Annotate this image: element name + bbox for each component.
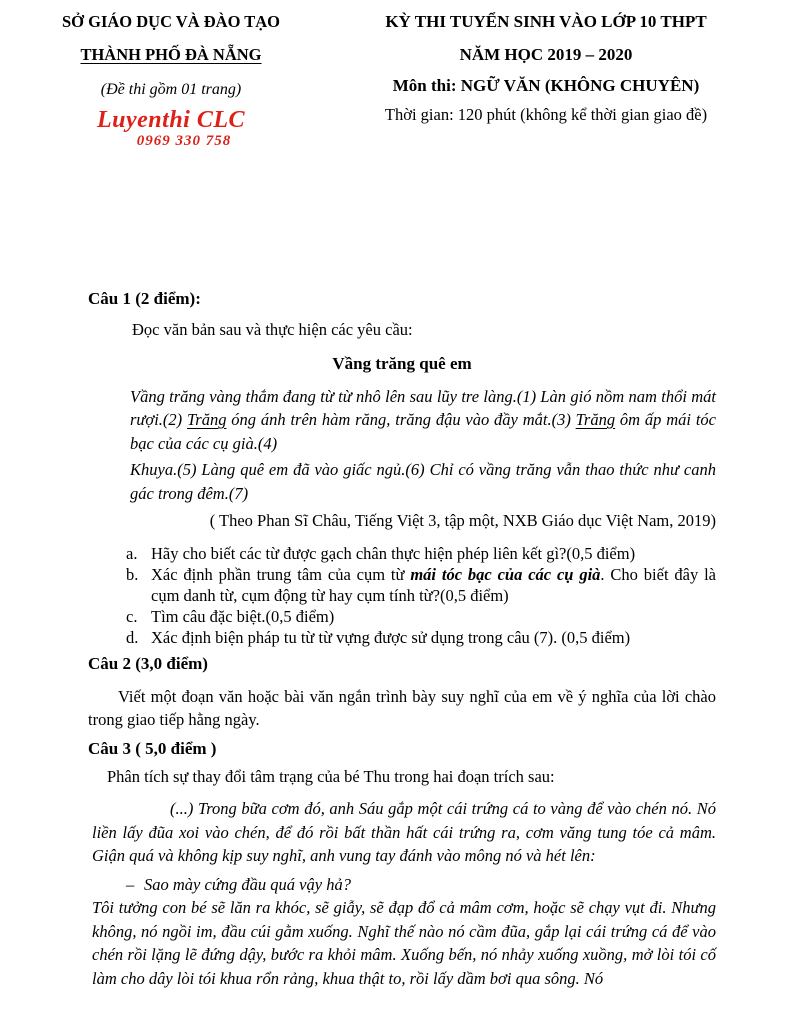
dialogue-dash: – xyxy=(126,874,135,894)
duration-line: Thời gian: 120 phút (không kể thời gian giao đề) xyxy=(384,105,708,124)
question-3-quote-paragraph-1: (...) Trong bữa cơm đó, anh Sáu gắp một cái trứng cá to vàng để vào chén nó. Nó liền lấy đũa xoi vào chén, để đó rồi bất thần hất cái trứng ra, cơm văng tung tóe cả mâm. Giận quá và không kịp suy nghĩ, anh vung tay đánh vào mông nó và hét lên: xyxy=(92,799,716,865)
list-item-c-marker: c. xyxy=(126,606,138,626)
page-count-note: (Đề thi gồm 01 trang) xyxy=(100,81,242,98)
question-2-body: Viết một đoạn văn hoặc bài văn ngắn trình bày suy nghĩ của em về ý nghĩa của lời chào trong giao tiếp hằng ngày. xyxy=(88,686,716,729)
list-item-c-text xyxy=(151,606,716,627)
list-item-b-emphasis: mái tóc bạc của các cụ già xyxy=(410,564,601,584)
issuer-block xyxy=(40,12,302,149)
passage-paragraph-1 xyxy=(130,385,716,456)
city-name-line xyxy=(40,45,302,65)
list-item-b xyxy=(126,564,716,606)
exam-title: KỲ THI TUYỂN SINH VÀO LỚP 10 THPT xyxy=(385,12,707,31)
school-year: NĂM HỌC 2019 – 2020 xyxy=(459,45,633,64)
list-item-c xyxy=(126,606,716,627)
list-item-d-marker: d. xyxy=(126,627,139,647)
list-item-b-pre: Xác định phần trung tâm của cụm từ xyxy=(151,564,411,584)
coaching-center-logo xyxy=(40,108,302,149)
question-3-quote-paragraph-2: Tôi tưởng con bé sẽ lăn ra khóc, sẽ giẫy, sẽ đạp đổ cả mâm cơm, hoặc sẽ chạy vụt đi. Nhưng không, nó ngồi im, đầu cúi gằm xuống. Nghĩ thế nào nó cầm đũa, gắp lại cái trứng cá để vào chén rồi lặng lẽ đứng dậy, bước ra khỏi mâm. Xuống bến, nó nhảy xuống xuồng, mở lòi tói cố làm cho dây lòi tói khua rổn rảng, khua thật to, rồi lấy dầm bơi qua sông. Nó xyxy=(92,898,716,988)
passage-p1-text-1: Vầng trăng vàng thắm đang từ từ nhô lên sau lũy tre làng.(1) Làn gió nồm nam thổi mát rượi.(2) xyxy=(130,386,716,429)
passage-p1-underlined-word-1: Trăng xyxy=(187,410,227,429)
exam-info-block xyxy=(350,12,742,125)
question-2-heading: Câu 2 (3,0 điểm) xyxy=(88,653,208,673)
list-item-b-post: . Cho biết đây là cụm danh từ, cụm động từ hay cụm tính từ?(0,5 điểm) xyxy=(151,564,716,605)
passage-source-citation: ( Theo Phan Sĩ Châu, Tiếng Việt 3, tập một, NXB Giáo dục Việt Nam, 2019) xyxy=(209,511,716,530)
list-item-d-text xyxy=(151,627,716,648)
department-name: SỞ GIÁO DỤC VÀ ĐÀO TẠO xyxy=(61,12,281,31)
question-1-subquestions xyxy=(126,543,716,648)
list-item-a-text xyxy=(151,543,716,564)
list-item-a-marker: a. xyxy=(126,543,138,563)
list-item-d-pre: Xác định biện pháp tu từ từ vựng được sử dụng trong câu (7). (0,5 điểm) xyxy=(151,627,631,647)
question-3-intro: Phân tích sự thay đổi tâm trạng của bé Thu trong hai đoạn trích sau: xyxy=(107,766,555,786)
list-item-d xyxy=(126,627,716,648)
list-item-a-pre: Hãy cho biết các từ được gạch chân thực hiện phép liên kết gì?(0,5 điểm) xyxy=(151,543,636,563)
list-item-a xyxy=(126,543,716,564)
document-header xyxy=(0,0,800,150)
exam-body xyxy=(0,287,800,990)
passage-p1-text-3: ôm ấp mái tóc bạc của các cụ già.(4) xyxy=(130,410,716,453)
passage-paragraph-2: Khuya.(5) Làng quê em đã vào giấc ngủ.(6) Chỉ có vầng trăng vẫn thao thức như canh gác trong đêm.(7) xyxy=(130,460,716,503)
subject-line: Môn thi: NGỮ VĂN (KHÔNG CHUYÊN) xyxy=(392,76,700,95)
question-3-quote-dialogue-line xyxy=(126,873,716,897)
passage-p1-text-2: óng ánh trên hàm răng, trăng đậu vào đầy mắt.(3) xyxy=(226,410,576,429)
question-1-heading: Câu 1 (2 điểm): xyxy=(88,289,201,308)
list-item-b-text xyxy=(151,564,716,606)
list-item-c-pre: Tìm câu đặc biệt.(0,5 điểm) xyxy=(151,606,335,626)
dialogue-text: Sao mày cứng đầu quá vậy hả? xyxy=(144,874,351,894)
passage-p1-underlined-word-2: Trăng xyxy=(575,410,616,429)
passage-title: Vầng trăng quê em xyxy=(332,353,472,373)
logo-phone-number: 0969 330 758 xyxy=(136,133,232,149)
question-1-intro: Đọc văn bản sau và thực hiện các yêu cầu: xyxy=(132,320,413,339)
list-item-b-marker: b. xyxy=(126,564,139,584)
city-name: THÀNH PHỐ ĐÀ NẴNG xyxy=(80,45,262,64)
question-3-heading: Câu 3 ( 5,0 điểm ) xyxy=(88,738,217,758)
logo-text: Luyenthi CLC xyxy=(96,107,246,133)
